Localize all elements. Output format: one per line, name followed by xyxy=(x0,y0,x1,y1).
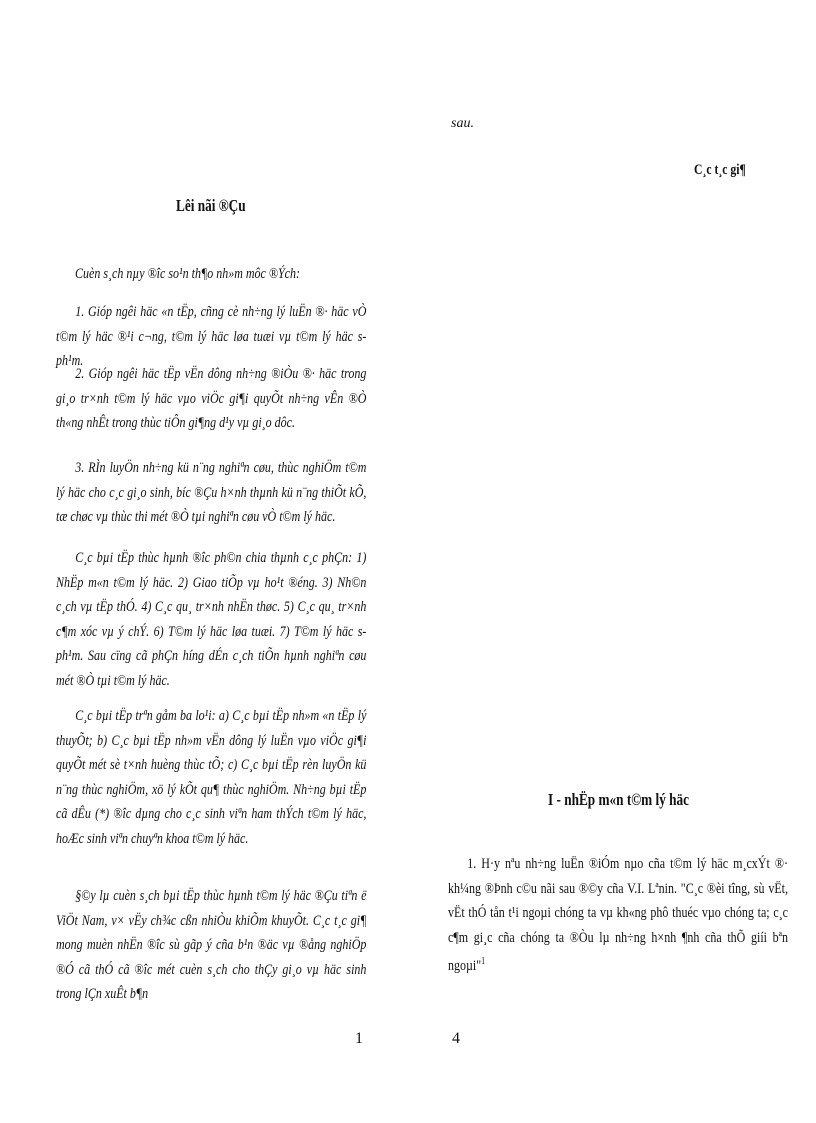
paragraph-6: §©y lµ cuèn s¸ch bµi tËp thùc hµnh t©m lý häc ®Çu tiªn ë ViÖt Nam, v× vËy ch¾c cßn nhiÒu khiÕm khuyÕt. C¸c t¸c gi¶ mong muèn nhËn ®îc sù gãp ý cña b¹n ®äc vµ ®ång nghiÖp ®Ó cã thÓ cã ®îc mét cuèn s¸ch cho thÇy gi¸o vµ häc sinh trong lÇn xuÊt b¶n xyxy=(56,888,367,1002)
footnote-mark: 1 xyxy=(481,956,486,967)
page-number-left: 1 xyxy=(355,1030,363,1047)
paragraph-5: C¸c bµi tËp trªn gåm ba lo¹i: a) C¸c bµi tËp nh»m «n tËp lý thuyÕt; b) C¸c bµi tËp nh»m vËn dông lý luËn vµo viÖc gi¶i quyÕt mét sè t×nh huèng thùc tÕ; c) C¸c bµi tËp rèn luyÖn kü n¨ng thùc nghiÖm, xö lý kÕt qu¶ thùc nghiÖm. Nh÷ng bµi tËp cã dÊu (*) ®îc dµng cho c¸c sinh viªn ham thÝch t©m lý häc, hoÆc sinh viªn chuyªn khoa t©m lý häc. xyxy=(56,708,367,847)
page-number-right: 4 xyxy=(452,1030,460,1047)
question-1 xyxy=(448,852,788,979)
right-page xyxy=(408,0,816,1123)
preface-title: Lêi nãi ®Çu xyxy=(176,196,246,215)
paragraph-3: 3. RÌn luyÖn nh÷ng kü n¨ng nghiªn cøu, thùc nghiÖm t©m lý häc cho c¸c gi¸o sinh, bíc ®Çu h×nh thµnh kü n¨ng thiÕt kÕ, tæ chøc vµ thùc thi mét ®Ò tµi nghiªn cøu vÒ t©m lý häc. xyxy=(56,460,367,525)
paragraph-2: 2. Gióp ngêi häc tËp vËn dông nh÷ng ®iÒu ®· häc trong gi¸o tr×nh t©m lý häc vµo viÖc gi¶i quyÕt nh÷ng vÊn ®Ò th«ng nhÊt trong thùc tiÔn gi¶ng d¹y vµ gi¸o dôc. xyxy=(56,366,367,431)
question-1-text: 1. H·y nªu nh÷ng luËn ®iÓm nµo cña t©m lý häc m¸cxÝt ®· kh¼ng ®Þnh c©u nãi sau ®©y cña V.I. Lªnin. "C¸c ®èi tîng, sù vËt, vËt thÓ tån t¹i ngoµi chóng ta vµ kh«ng phô thuéc vµo chóng ta; c¸c c¶m gi¸c cña chóng ta ®Òu lµ nh÷ng h×nh ¶nh cña thÕ giíi bªn ngoµi" xyxy=(448,856,788,974)
paragraph-4: C¸c bµi tËp thùc hµnh ®îc ph©n chia thµnh c¸c phÇn: 1) NhËp m«n t©m lý häc. 2) Giao tiÕp vµ ho¹t ®éng. 3) Nh©n c¸ch vµ tËp thÓ. 4) C¸c qu¸ tr×nh nhËn thøc. 5) C¸c qu¸ tr×nh c¶m xóc vµ ý chÝ. 6) T©m lý häc løa tuæi. 7) T©m lý häc s ph¹m. Sau cïng cã phÇn híng dÉn c¸ch tiÕn hµnh nghiªn cøu mét ®Ò tµi t©m lý häc. xyxy=(56,550,367,689)
authors-signature: C¸c t¸c gi¶ xyxy=(694,162,746,178)
intro-text: Cuèn s¸ch nµy ®îc so¹n th¶o nh»m môc ®Ých: xyxy=(75,266,300,282)
chapter-heading: I - nhËp m«n t©m lý häc xyxy=(548,790,690,809)
continuation-text: sau. xyxy=(451,116,474,131)
paragraph-1: 1. Gióp ngêi häc «n tËp, cñng cè nh÷ng lý luËn ®· häc vÒ t©m lý häc ®¹i c¬ng, t©m lý häc løa tuæi vµ t©m lý häc s ph¹m. xyxy=(56,304,367,369)
